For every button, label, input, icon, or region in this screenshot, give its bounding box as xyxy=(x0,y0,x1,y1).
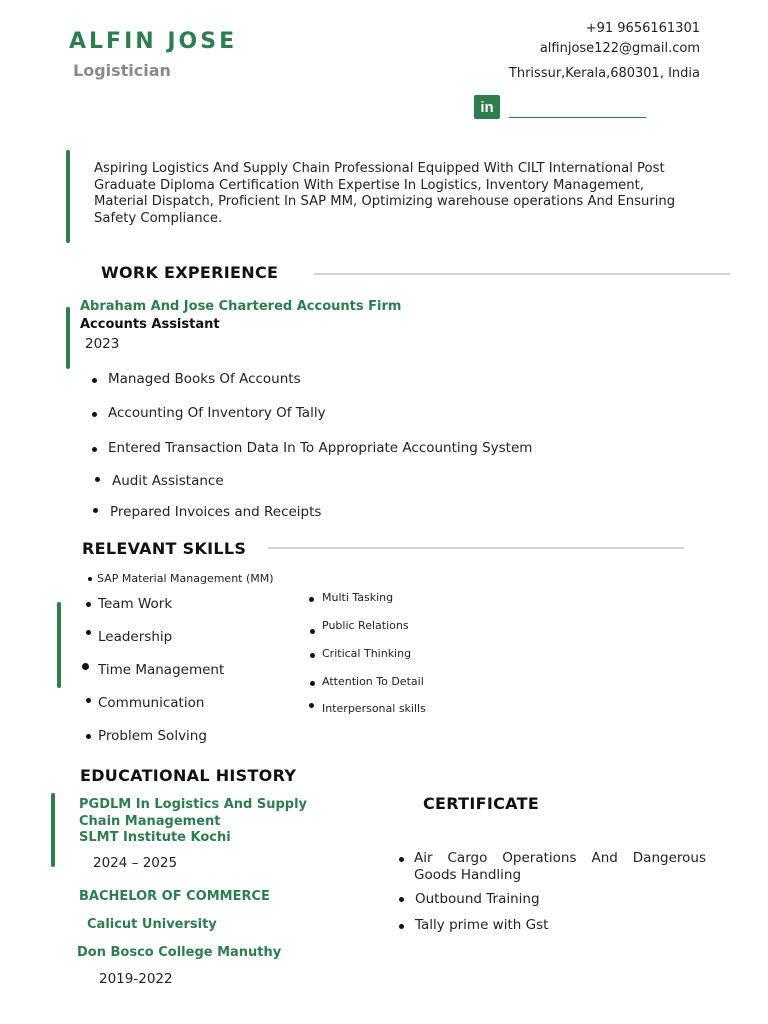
relevant-skills-heading: RELEVANT SKILLS xyxy=(82,539,247,558)
skill-sap: SAP Material Management (MM) xyxy=(97,572,274,585)
bullet-icon xyxy=(310,629,315,634)
linkedin-link-line[interactable] xyxy=(509,117,646,118)
job-position: Accounts Assistant xyxy=(80,317,220,332)
degree2-years: 2019-2022 xyxy=(99,971,173,987)
skill-item: Interpersonal skills xyxy=(322,702,426,715)
degree1-line1: PGDLM In Logistics And Supply xyxy=(79,797,308,812)
bullet-icon xyxy=(310,681,315,686)
education-accent-bar xyxy=(51,793,55,867)
work-item: Audit Assistance xyxy=(112,473,224,489)
postal-address: Thrissur,Kerala,680301, India xyxy=(508,66,700,81)
candidate-title: Logistician xyxy=(73,61,171,80)
skill-item: Public Relations xyxy=(322,619,409,632)
certificate-item: Outbound Training xyxy=(415,891,540,907)
degree2-college: Don Bosco College Manuthy xyxy=(77,945,282,960)
skills-rule xyxy=(268,547,684,549)
bullet-icon xyxy=(86,630,91,635)
skill-item: Attention To Detail xyxy=(322,675,424,688)
profile-summary: Aspiring Logistics And Supply Chain Professional Equipped With CILT International Post Graduate Diploma Certification With Expertise In Logistics, Inventory Management, Material Dispatch, Proficient In SAP MM, Optimizing warehouse operations And Ensuring Safety Compliance. xyxy=(94,161,676,226)
skills-accent-bar xyxy=(57,602,61,688)
skill-item: Communication xyxy=(98,695,205,711)
bullet-icon xyxy=(309,703,314,708)
bullet-icon xyxy=(399,897,404,902)
certificate-item: Air Cargo Operations And Dangerous Goods Handling xyxy=(414,850,706,883)
degree1-years: 2024 – 2025 xyxy=(93,855,178,871)
bullet-icon xyxy=(88,577,92,581)
skill-item: Critical Thinking xyxy=(322,647,412,660)
bullet-icon xyxy=(399,857,404,862)
work-experience-heading: WORK EXPERIENCE xyxy=(101,263,279,282)
summary-accent-bar xyxy=(66,150,70,243)
degree2-university: Calicut University xyxy=(87,917,217,932)
job-year: 2023 xyxy=(85,336,120,352)
certificate-item: Tally prime with Gst xyxy=(415,917,549,933)
work-item: Accounting Of Inventory Of Tally xyxy=(108,405,326,421)
bullet-icon xyxy=(92,378,97,383)
education-heading: EDUCATIONAL HISTORY xyxy=(80,766,297,785)
work-item: Entered Transaction Data In To Appropriate Accounting System xyxy=(108,440,533,456)
linkedin-icon[interactable]: in xyxy=(474,95,500,119)
bullet-icon xyxy=(86,698,91,703)
bullet-icon xyxy=(399,924,404,929)
degree2-title: BACHELOR OF COMMERCE xyxy=(79,889,270,904)
bullet-icon xyxy=(86,734,91,739)
phone-number: +91 9656161301 xyxy=(585,21,700,36)
bullet-icon xyxy=(93,508,98,513)
skill-item: Team Work xyxy=(98,596,173,612)
certificate-heading: CERTIFICATE xyxy=(423,794,540,813)
work-item: Managed Books Of Accounts xyxy=(108,371,301,387)
skill-item: Problem Solving xyxy=(98,728,207,744)
skill-item: Leadership xyxy=(98,629,173,645)
bullet-icon xyxy=(92,447,97,452)
work-item: Prepared Invoices and Receipts xyxy=(110,504,322,520)
email-address[interactable]: alfinjose122@gmail.com xyxy=(539,41,700,56)
bullet-icon xyxy=(310,653,315,658)
skill-item: Time Management xyxy=(98,662,225,678)
bullet-icon xyxy=(86,602,91,607)
bullet-icon xyxy=(309,597,314,602)
work-experience-rule xyxy=(314,273,730,275)
candidate-name: ALFIN JOSE xyxy=(69,29,238,54)
bullet-icon xyxy=(82,663,89,670)
degree1-line2: Chain Management xyxy=(79,814,221,829)
bullet-icon xyxy=(95,477,100,482)
degree1-school: SLMT Institute Kochi xyxy=(79,830,231,845)
work-accent-bar xyxy=(66,307,70,369)
skill-item: Multi Tasking xyxy=(322,591,394,604)
bullet-icon xyxy=(92,412,97,417)
company-name: Abraham And Jose Chartered Accounts Firm xyxy=(80,299,402,314)
